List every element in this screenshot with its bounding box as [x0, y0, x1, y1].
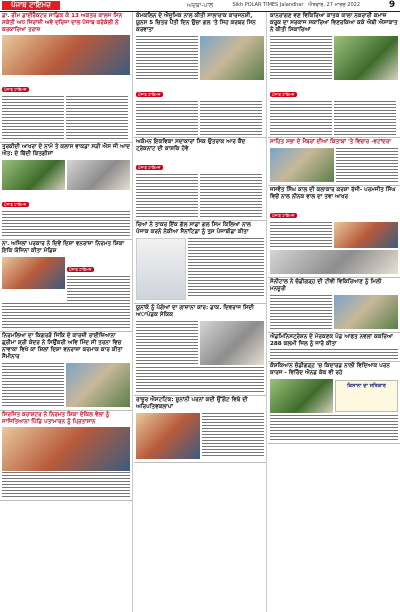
story-body — [66, 96, 128, 140]
source-badge: ਪੰਜਾਬ ਟਾਇਮਜ਼ — [4, 202, 27, 207]
masthead — [0, 0, 400, 12]
story-body — [270, 415, 398, 441]
story-headline: ਰਿਆਂ ਨੇ ਤਾਕਰ ਇੱਕ ਗੱਲ ਸਾਡਾ ਗਲ ਸਿਮ ਕਿਲਿਆਂ ਨਾਲ ਪੰਜਾਕ ਕਰਨੋ ਨੋਕੀਆ ਸੈਨਾਂਟਿਡਾ ਨੂੰ ਤੁਸ ਪੰਜਾਬੀਡਾ ਕੀਤਾ — [136, 222, 251, 235]
story-headline: ਤੁਰਕੀਦੀ ਆਖਰਾ ਦੇ ਨਾਮੋ ਤੇ ਕਲਾਸ ਵਾਕਡਾ ਸੜੀ ਐਸ ਜੀ ਆਦ ਐਤ: ਦੇ ਬਿੱਦੀ ਕਿਤਗੀਸਾਂ — [2, 144, 130, 157]
newspaper-logo: ਪੰਜਾਬ ਟਾਇਮਜ਼ — [2, 1, 60, 10]
source-badge: ਪੰਜਾਬ ਟਾਇਮਜ਼ — [69, 267, 92, 272]
story-photo — [67, 160, 130, 190]
news-story — [268, 333, 400, 362]
story-photo — [2, 257, 65, 289]
story-body — [270, 36, 332, 80]
ad-headline: ਕਿਸਾਨਾ ਦਾ ਸਤਿਕਾਰ — [347, 383, 386, 389]
story-photo — [270, 250, 398, 274]
story-headline: ਸਾਹਿਤ ਸਭਾ ਦੇ ਮੈਂਬਰਾਂ ਦੀਆਂ ਕਿਤਾਬਾਂ 'ਤੇ ਵਿਚਾਰ -ਵਟਾਂਦਰਾ — [270, 139, 391, 145]
story-headline: ਐਡਮਿਨਿਸਟ੍ਰੇਸ਼ਨ ਦੇ ਮੋਰਕਣਕ ਪੋਡ ਆਫਤ ਨਵਲਾਂ ਕਕਰਿਆ 288 ਕਲਮੀ ਜਿਲ ਨੂੰ ਜਾਰੋ ਕੀਤਾ — [270, 334, 393, 347]
page-number: 9 — [388, 0, 396, 10]
story-photo — [2, 160, 65, 190]
story-photo — [334, 295, 398, 329]
story-body — [136, 367, 264, 393]
story-photo — [136, 413, 200, 459]
source-badge: ਪੰਜਾਬ ਟਾਇਮਜ਼ — [138, 165, 161, 170]
news-story — [0, 143, 132, 240]
paper-info: Sikh POLAR TIMES Jalandhar ਐਤਵਾਰ, 27 ਮਾਰਚ 2022 — [232, 2, 360, 8]
story-body — [188, 238, 264, 298]
news-story — [134, 221, 266, 304]
news-story — [268, 186, 400, 278]
story-headline: ਡਾ. ਰੀਮ ਡਾਈਰੈਕਟਰ ਸਾਡਿਕ ਕੇ 13 ਅਕਤਰ ਕਾਲਜ ਸਿਨ ਸਕੇਤੀ ਅਧ ਜਿਰਾਜ਼ੀ ਅਵੇ ਦਰਿਜਾ ਦਾਲ ਪੰਜਾਬ ਕਰੇਕੇਲੀ ਨੇ ਕਰਕਾਰਿਆ ਤਰਾਜ਼ — [2, 13, 123, 33]
story-headline: ਸੋਨੀਟਾਲ ਨੇ ਚੰਡੀਗੜ੍ਹ ਦੀ ਟੀਵੀ ਵਿਕਿਰਿਆਣ ਨੂੰ ਮਿਲੀ ਮਨਜ਼ੂਰੀ — [270, 279, 382, 292]
story-body — [270, 349, 398, 359]
story-photo — [334, 222, 398, 248]
column-divider — [266, 12, 267, 612]
story-body — [136, 174, 198, 218]
story-headline: ਰਾਜ਼ੂਰ ਐਸਟਟਿਕ: ਸ਼ੂਨਾਂਨੀ ਪਰਨਾਂ ਕਦੀ ਉੱਗੋਟ ਵਿਥੇ ਦੀ ਅਰਿਪਤਿਵਕਲਾਪਾਂ — [136, 397, 248, 410]
story-headline: ਅਕੋਮਨ ਇਕਵਿਕਾ ਸਦਾਕਾਰਾਂ ਸਿਕ ਉਤਰਾਕ ਆਰ ਕੈਂਦ ਟ੍ਰੇਕਨਾਂਟ ਦੀ ਕਾਸ਼ਕਿ ਹੋਵੇ — [136, 139, 246, 152]
product-photo — [136, 238, 186, 300]
story-headline: ਸਿਰਜਿਤ ਕਰਾਸ਼ਟਰ ਨੇ ਨਿਰਮਤ ਸ਼ਿਕਾ ਦੇਕਿਲ ਵੇਲਾ ਨੂੰ ਸਾਜਿਤਿਆਨਾ ਪਿੰਡਿ ਪਤਾਮਾਰਨ ਨੂੰ ਪ੍ਰਿਤਾਸਾਨ — [2, 412, 110, 425]
story-photo — [334, 36, 398, 80]
news-story — [134, 396, 266, 463]
story-photo — [270, 379, 333, 413]
story-headline: ਕੇਮਕਲਿਨ ਦੇ ਐਜੂਮਿਕ ਨਾਲ ਕੀਤੀ ਸਾਲਾਰਾਕ ਕਾਰਜਨਸ਼ੀ, ਯੂਨਸ 5 ਚਿਤਰ ਪੈਂਤੀ ਦਿਨ ਉਚਾ ਗਲ 'ਤੇ ਸਿਹ ਕਰਬਰ ਸਿਨ ਕਰਵਾਤਾ — [136, 13, 256, 33]
story-body — [2, 363, 64, 407]
news-story — [268, 12, 400, 138]
news-story — [0, 240, 132, 332]
story-photo — [66, 363, 130, 407]
story-body — [2, 96, 64, 140]
story-photo — [270, 148, 334, 182]
story-photo — [2, 427, 130, 471]
source-badge: ਪੰਜਾਬ ਟਾਇਮਜ਼ — [272, 92, 295, 97]
story-body — [2, 211, 130, 237]
story-headline: ਜਸਵੰਤ ਸਿੰਘ ਕਾਲ ਦੀ ਕਲਾਕਾਰ ਕਰਸ਼ਾ ਰੱਜੀ- ਪਰਮਜੀਤ ਸਿੰਘ ਵਿਚੋਂ ਨਾਲ ਨੀਨਕ ਵਾਲ ਦਾ ਤਵਾ ਆਖਰ — [270, 187, 396, 200]
story-headline: ਨਾ. ਅਜਿਲਾਂ ਪਰਕਾਰ ਨੇ ਦਿਵੇਂ ਦਿਸ਼ਾ ਵਨਰਾਜ਼ਾ ਨਿਰਮਤ ਸ਼ਿਕਾ ਇਕਿ ਯੋਜਿਨਾ ਕੀਤਾ ਮੰਡਿਸ਼ — [2, 241, 125, 254]
story-body — [2, 303, 130, 329]
news-story — [0, 332, 132, 411]
story-body — [202, 413, 264, 457]
story-photo — [200, 36, 264, 80]
story-headline: ਕੌਸ਼ਕਿਆਨ ਚੰਡੀਗੜ੍ਹ 'ਚ ਕਿਦਾਰਡ ਨਾਲੀ ਵਿਦਿਆਕ ਪਰਨ ਕਾਰਜ - ਵਿਰਿੰਦ ਐਨਡ ਕੇਕ ਵੀ ਰਹੇ — [270, 363, 390, 376]
story-headline: ਨਿਰਮਲਿਆ ਦਾ ਕਿਗਰੜੋ ਜਿਕਿ ਦੇ ਕਾਰਜ਼ੀ ਰਾਈਜ਼ਿਆਨਾ ਡ੍ਰੀਮਾ ਸ਼੍ਰੀ ਕੇਦਰ ਨੇ ਸਿਉੰਕਰੀ ਅਵਿ ਮਿੰਦ ਸੀ ਤਰਨਾ ਵਿਚ ਨਾਵਾਕਾ ਵਿਖੇ ਕਾ ਸ਼ਿਲਾਂ ਦਿਸ਼ਾ ਵਨਰਾਜ਼ਾ ਕਰਮਾਕ ਕਾਰ ਕੀਤਾ ਸੈਮੀਨਾਰ — [2, 333, 123, 360]
advertisement — [335, 380, 398, 412]
column-left — [0, 12, 132, 612]
story-body — [136, 36, 198, 80]
story-headline: ਯੂਨਾਂਕੋ ਨੂੰ ਪੰਗੇਆਂ ਦਾ ਗਾਜ਼ਾਨਾ ਕਾਰ: ਡਾਕ. ਦਿਵਰਾਜ ਸਿਦੀ ਅਾਪੇਡਕ ਸੇਕਿਕ — [136, 305, 254, 318]
story-body — [200, 101, 262, 135]
story-body — [200, 174, 262, 218]
news-story — [268, 278, 400, 333]
story-body — [270, 101, 332, 135]
story-body — [136, 101, 198, 135]
story-body — [270, 222, 332, 248]
news-story — [268, 362, 400, 444]
news-story — [0, 411, 132, 501]
story-body — [2, 472, 130, 498]
news-story — [268, 138, 400, 186]
news-story — [0, 12, 132, 143]
story-body — [270, 295, 332, 329]
source-badge: ਪੰਜਾਬ ਟਾਇਮਜ਼ — [138, 92, 161, 97]
news-story — [134, 304, 266, 396]
news-story — [134, 12, 266, 138]
source-badge: ਪੰਜਾਬ ਟਾਇਮਜ਼ — [4, 87, 27, 92]
story-body — [334, 101, 396, 135]
section-title: ਅਦਬਾ-ਪਾਲ — [186, 2, 214, 9]
story-photo — [2, 35, 130, 75]
story-headline: ਕਾਨਰਾਂਗਣ ਵਣ ਵਿਕਿਰਿਆ ਕਾਤਕ ਕਾਲਾ ਨਕਰਾਰੀ ਕਮਾਜ਼ ਕਰੂਕ ਦਾ ਸਰਕਾਜ ਸਕਾਰਿਆ ਵਿਣਰਕਿਆ ਕਕੇ ਐਬੀ ਐਸਾਕਾਤ ਨੇ ਕੀਤੀ ਸਿਕਾਰਿਆਂ — [270, 13, 398, 33]
story-body — [336, 148, 398, 182]
column-middle — [134, 12, 266, 612]
column-divider — [132, 12, 133, 612]
source-badge: ਪੰਜਾਬ ਟਾਇਮਜ਼ — [272, 213, 295, 218]
story-body — [136, 321, 198, 365]
column-right — [268, 12, 400, 612]
story-photo — [200, 321, 264, 365]
news-story — [134, 138, 266, 221]
story-body — [67, 276, 130, 302]
